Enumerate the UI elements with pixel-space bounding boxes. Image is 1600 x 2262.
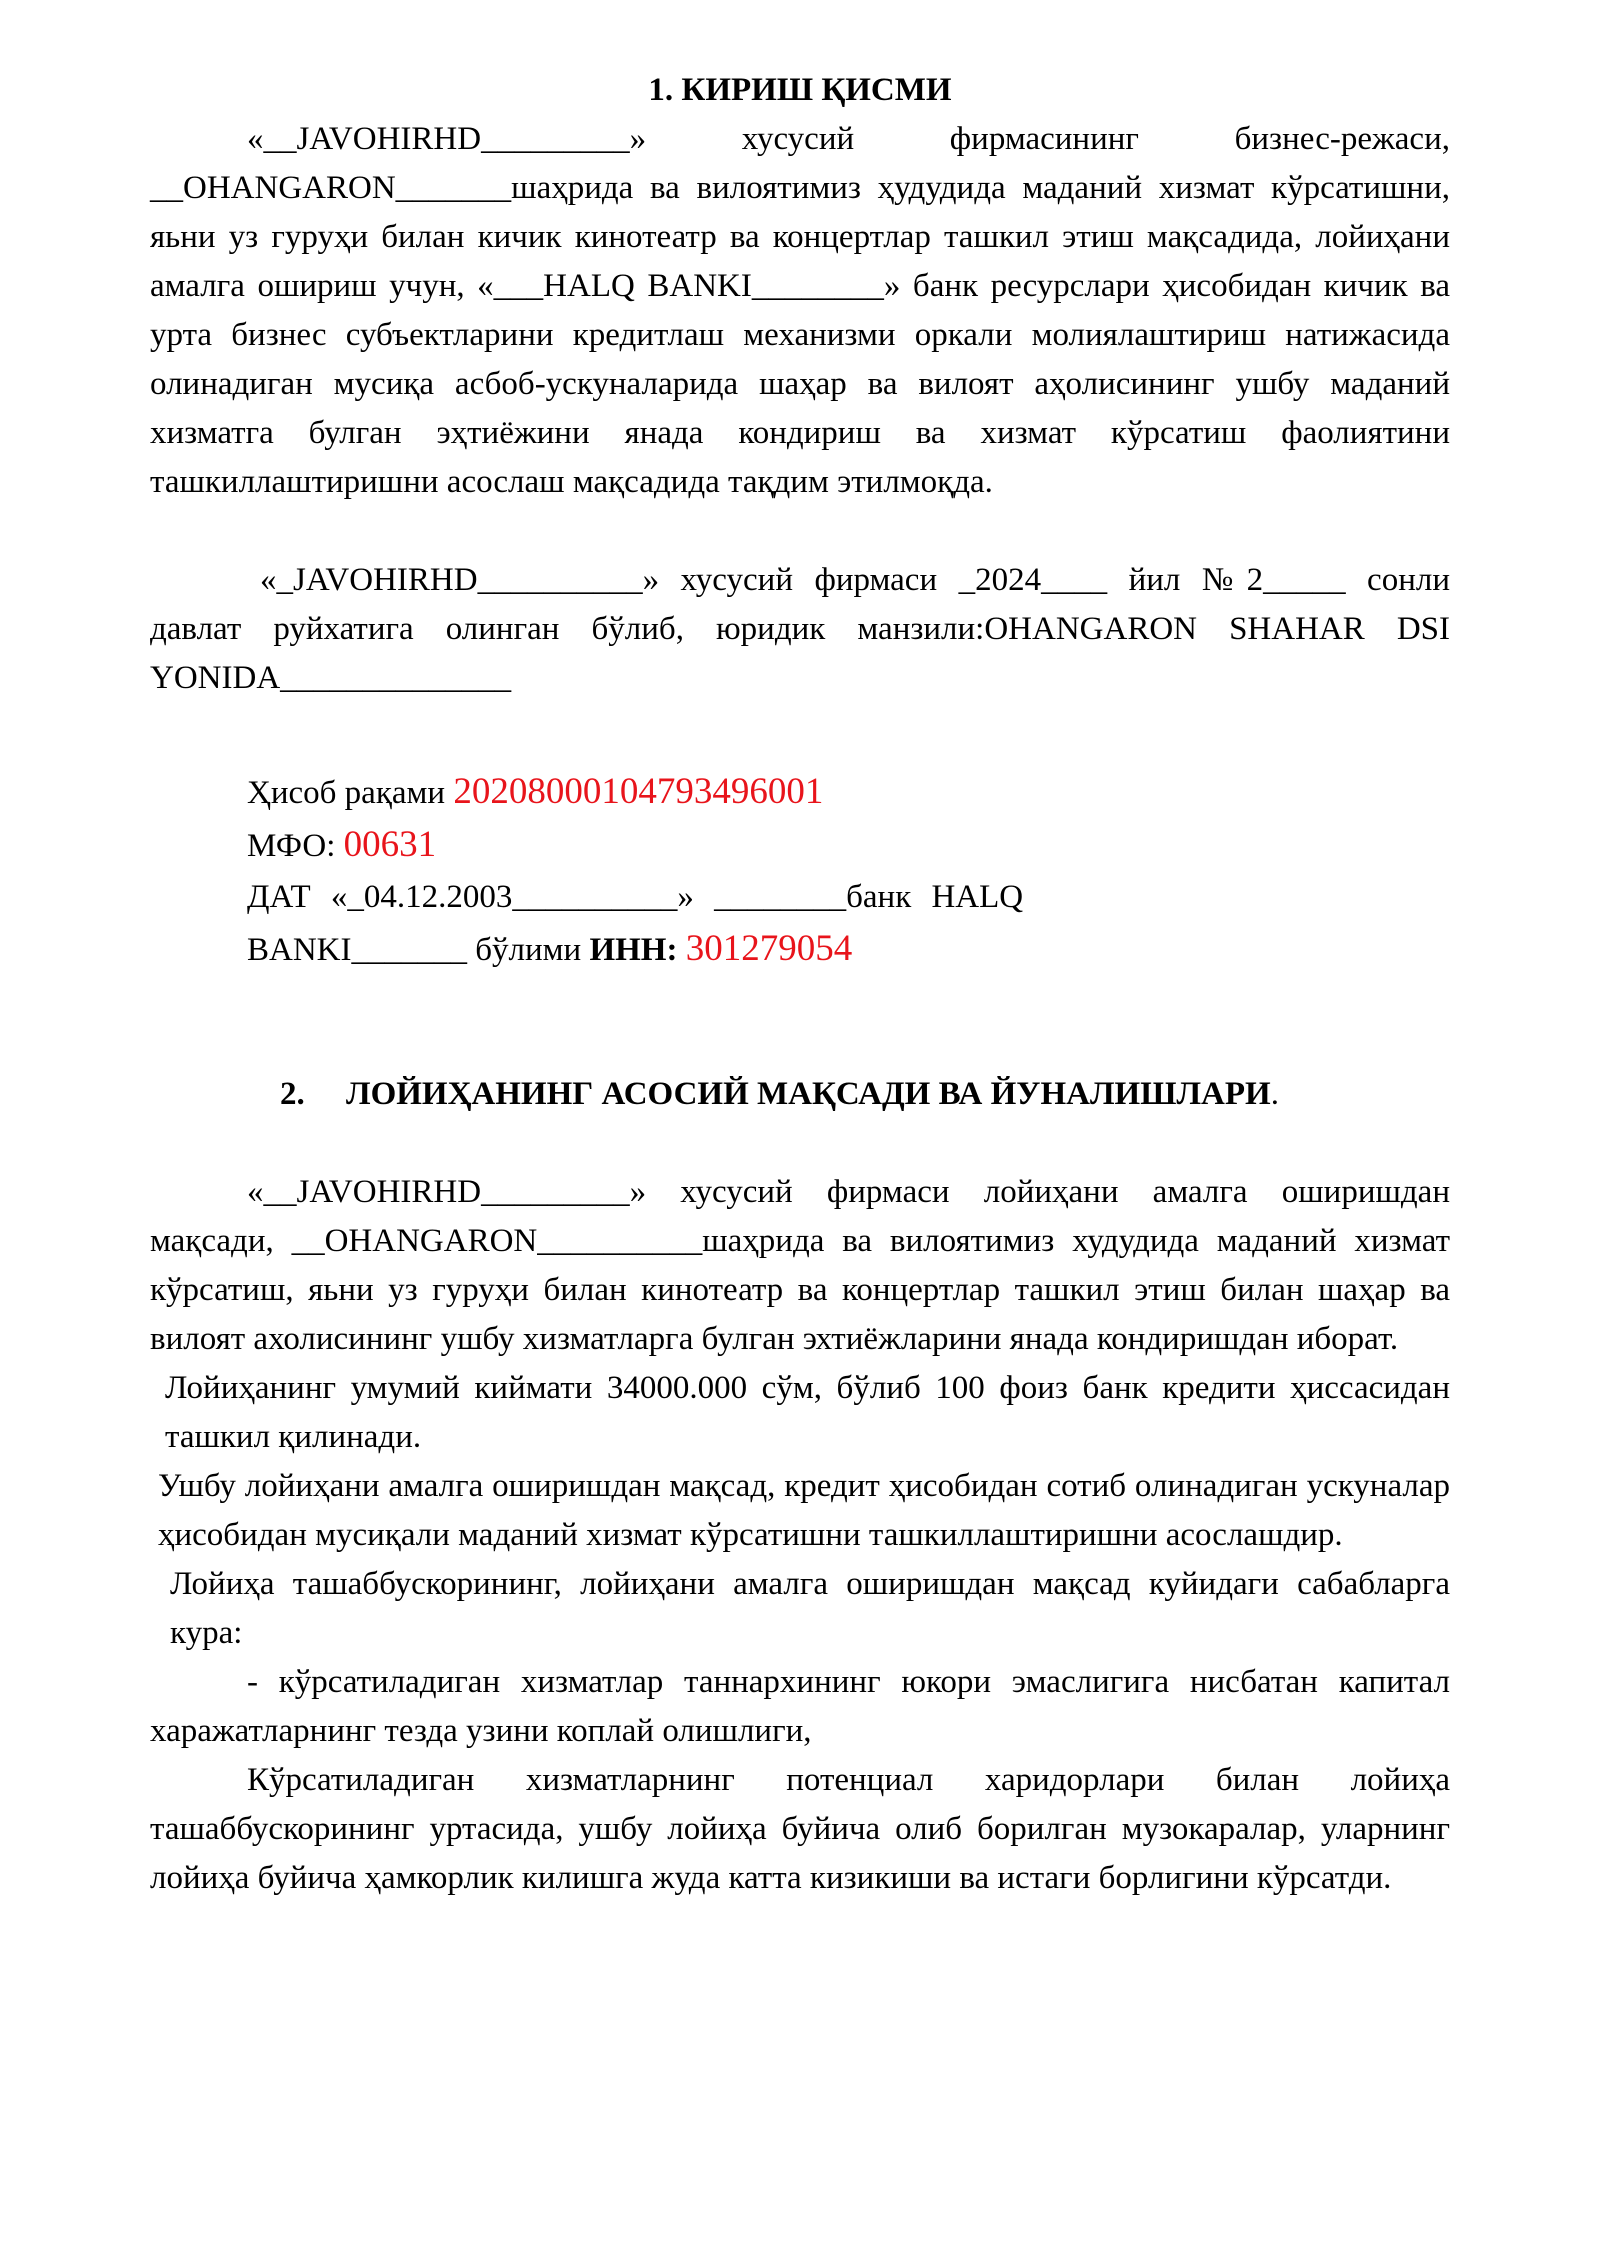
section1-paragraph1: «__JAVOHIRHD_________» хусусий фирмасининг бизнес-режаси, __OHANGARON_______шаҳрида ва вилоятимиз ҳудудида маданий хизмат кўрсатишни, яьни уз гуруҳи билан кичик кинотеатр ва концертлар ташкил этиш мақсадида, лойиҳани амалга ошириш учун, «___HALQ BANKI________» банк ресурслари ҳисобидан кичик ва урта бизнес субъектларини кредитлаш механизми оркали молиялаштириш натижасида олинадиган мусиқа асбоб-ускуналарида шаҳар ва вилоят аҳолисининг ушбу маданий хизматга булган эҳтиёжини янада кондириш ва хизмат кўрсатиш фаолиятини ташкиллаштиришни асослаш мақсадида тақдим этилмоқда. [150, 121, 1450, 500]
inn-row [247, 923, 1450, 976]
section2-paragraph6: Кўрсатиладиган хизматларнинг потенциал харидорлари билан лойиҳа ташаббускорининг уртасида, ушбу лойиҳа буйича олиб борилган музокаралар, уларнинг лойиҳа буйича ҳамкорлик килишга жуда катта кизикиши ва истаги борлигини кўрсатди. [150, 1762, 1450, 1896]
inn-label: ИНН: [589, 932, 678, 968]
mfo-row [247, 819, 1450, 872]
document-page [150, 66, 1450, 1903]
account-value: 20208000104793496001 [453, 771, 824, 812]
spacer [150, 703, 1450, 752]
dat-row: ДАТ «_04.12.2003__________» ________банк HALQ [247, 879, 1024, 915]
section2-title-end: . [1270, 1076, 1279, 1112]
bank-details [247, 766, 1450, 976]
section2-paragraph1: «__JAVOHIRHD_________» хусусий фирмаси лойиҳани амалга оширишдан мақсади, __OHANGARON__________шаҳрида ва вилоятимиз худудида маданий хизмат кўрсатиш, яьни уз гуруҳи билан кинотеатр ва концертлар ташкил этиш билан шаҳар ва вилоят ахолисининг ушбу хизматларга булган эхтиёжларини янада кондиришдан иборат. [150, 1174, 1450, 1357]
spacer [150, 507, 1450, 556]
section2-paragraph5: - кўрсатиладиган хизматлар таннархининг юкори эмаслигига нисбатан капитал харажатларнинг тезда узини коплай олишлиги, [150, 1664, 1450, 1749]
section2-number: 2. [280, 1076, 305, 1112]
section2-title [150, 1070, 1450, 1119]
mfo-label: МФО: [247, 828, 336, 864]
section2-paragraph4: Лойиҳа ташаббускорининг, лойиҳани амалга оширишдан мақсад куйидаги сабабларга кура: [170, 1566, 1450, 1651]
section2-paragraph2: Лойиҳанинг умумий киймати 34000.000 сўм, бўлиб 100 фоиз банк кредити ҳиссасидан ташкил қилинади. [165, 1370, 1450, 1455]
inn-value: 301279054 [685, 928, 853, 969]
section2-heading: ЛОЙИҲАНИНГ АСОСИЙ МАҚСАДИ ВА ЙУНАЛИШЛАРИ [346, 1076, 1271, 1112]
section2-paragraph3: Ушбу лойиҳани амалга оширишдан мақсад, кредит ҳисобидан сотиб олинадиган ускуналар ҳисобидан мусиқали маданий хизмат кўрсатишни ташкиллаштиришни асослашдир. [158, 1468, 1450, 1553]
section1-paragraph2: «_JAVOHIRHD__________» хусусий фирмаси _2024____ йил №2_____ сонли давлат руйхатига олинган бўлиб, юридик манзили:OHANGARON SHAHAR DSI YONIDA______________ [150, 562, 1450, 696]
account-label: Ҳисоб рақами [247, 775, 446, 811]
spacer [150, 1119, 1450, 1168]
mfo-value: 00631 [343, 824, 437, 865]
section1-title: 1. КИРИШ ҚИСМИ [648, 72, 952, 108]
branch-label: BANKI_______ бўлими [247, 932, 582, 968]
account-row [247, 766, 1450, 819]
